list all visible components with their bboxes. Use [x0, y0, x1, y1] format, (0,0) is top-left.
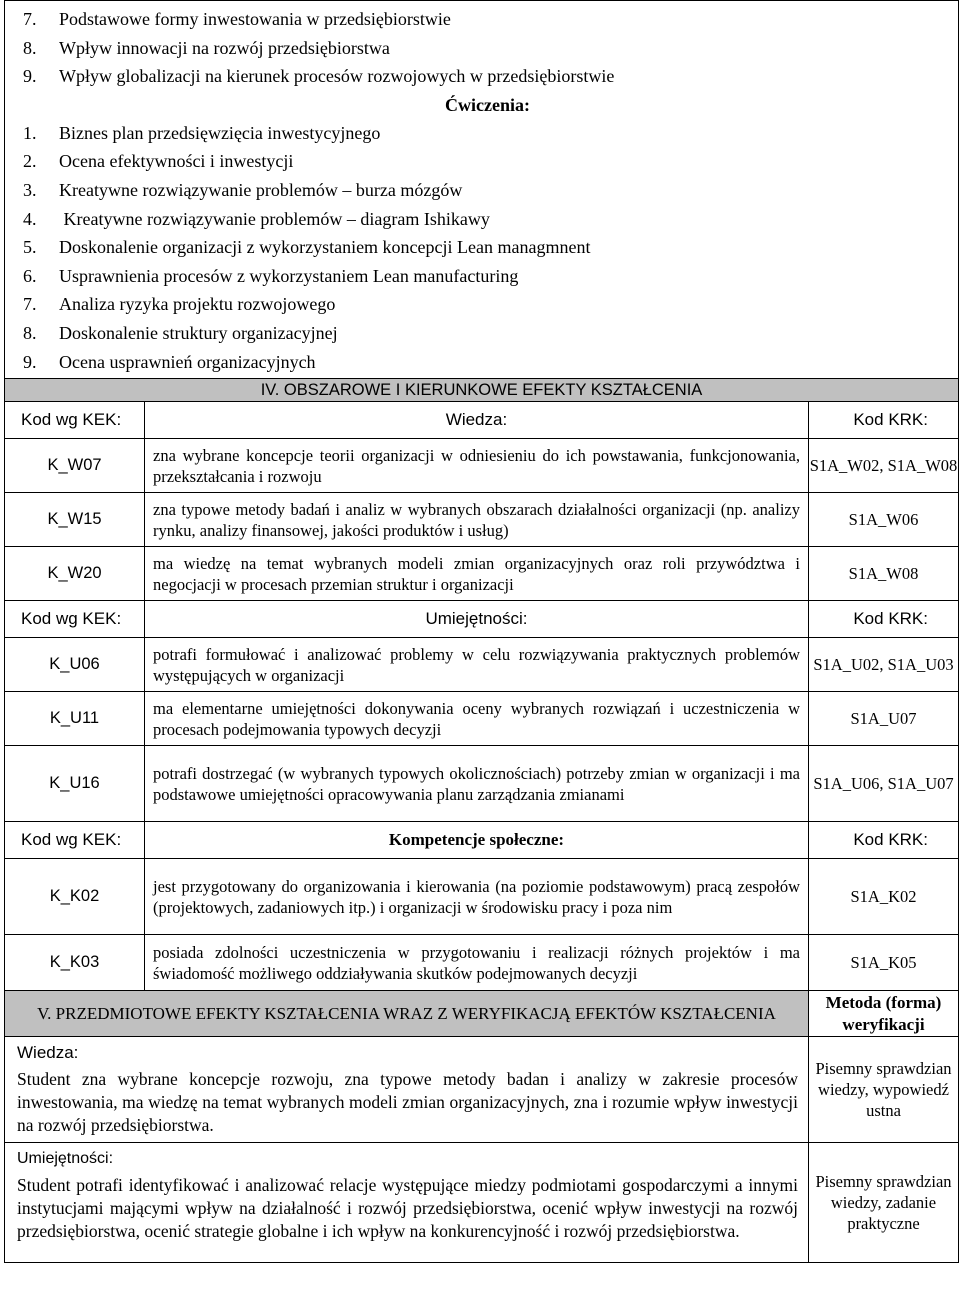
lecture-topics-list: [5, 1, 958, 378]
effect-description: ma wiedzę na temat wybranych modeli zmian organizacyjnych oraz roli przywództwa i negocjacji w procesach przemian struktur i organizacji: [145, 547, 809, 601]
list-item: [23, 205, 950, 234]
verification-method: Pisemny sprawdzian wiedzy, zadanie praktyczne: [809, 1143, 959, 1263]
table-row: [5, 692, 959, 746]
effect-label: Wiedza:: [17, 1043, 79, 1063]
list-item-number: 7.: [23, 294, 37, 315]
list-item-text: Wpływ innowacji na rozwój przedsiębiorstwa: [59, 37, 390, 58]
list-item-text: Doskonalenie organizacji z wykorzystaniem koncepcji Lean managmnent: [59, 237, 591, 258]
section-iv-heading: IV. OBSZAROWE I KIERUNKOWE EFEKTY KSZTAŁCENIA: [5, 379, 959, 402]
list-item-number: 8.: [23, 37, 37, 58]
list-item-text: Wpływ globalizacji na kierunek procesów rozwojowych w przedsiębiorstwie: [59, 66, 615, 87]
list-item-number: 9.: [23, 66, 37, 87]
group-header-row: [5, 402, 959, 439]
effect-description: zna wybrane koncepcje teorii organizacji w odniesieniu do ich powstawania, funkcjonowania, przekształcania i rozwoju: [145, 439, 809, 493]
list-item-text: Analiza ryzyka projektu rozwojowego: [59, 294, 336, 315]
list-item-text: Kreatywne rozwiązywanie problemów – diagram Ishikawy: [59, 208, 490, 229]
effect-text: Student zna wybrane koncepcje rozwoju, zna typowe metody badan i analizy w zakresie procesów inwestowania, ma wiedzę na temat wybranych modeli zmian organizacyjnych, zna i rozumie wpływ inwestycji na rozwój przedsiębiorstwa.: [17, 1069, 798, 1136]
group-header-row: [5, 601, 959, 638]
list-item-number: 1.: [23, 122, 37, 143]
group-title: Umiejętności:: [145, 601, 809, 638]
list-item-number: 3.: [23, 179, 37, 200]
effect-block-wiedza: [5, 1037, 809, 1143]
verification-method: Pisemny sprawdzian wiedzy, wypowiedź ustna: [809, 1037, 959, 1143]
table-row: [5, 493, 959, 547]
krk-code: S1A_U07: [809, 692, 959, 746]
list-item-number: 4.: [23, 208, 37, 229]
list-item: [23, 233, 950, 262]
krk-label: Kod KRK:: [809, 402, 959, 439]
krk-code: S1A_U06, S1A_U07: [809, 746, 959, 822]
table-row: [5, 439, 959, 493]
effect-description: potrafi dostrzegać (w wybranych typowych okolicznościach) potrzeby zmian w organizacji i ma podstawowe umiejętności opracowywania planu zarządzania zmianami: [145, 746, 809, 822]
effect-description: posiada zdolności uczestniczenia w przygotowaniu i realizacji różnych projektów i ma świadomość możliwego oddziaływania skutków podejmowanych decyzji: [145, 935, 809, 991]
list-item: [23, 147, 950, 176]
table-row: [5, 859, 959, 935]
effect-description: jest przygotowany do organizowania i kierowania (na poziomie podstawowym) pracą zespołów (projektowych, zadaniowych itp.) i organizacji w środowisku pracy i poza nim: [145, 859, 809, 935]
list-item-text: Ocena usprawnień organizacyjnych: [59, 351, 316, 372]
kek-code: K_K02: [5, 859, 145, 935]
table-row: [5, 1143, 959, 1263]
kek-code: K_U11: [5, 692, 145, 746]
list-item-text: Usprawnienia procesów z wykorzystaniem Lean manufacturing: [59, 265, 519, 286]
list-item: [23, 34, 950, 63]
list-item-text: Podstawowe formy inwestowania w przedsiębiorstwie: [59, 9, 451, 29]
list-item: [23, 262, 950, 291]
krk-code: S1A_W02, S1A_W08: [809, 439, 959, 493]
list-item: [23, 176, 950, 205]
effect-label: Umiejętności:: [17, 1150, 114, 1168]
krk-code: S1A_W08: [809, 547, 959, 601]
krk-code: S1A_U02, S1A_U03: [809, 638, 959, 692]
metoda-heading: Metoda (forma) weryfikacji: [809, 991, 959, 1037]
table-row: [5, 746, 959, 822]
list-item-number: 8.: [23, 322, 37, 343]
list-item-number: 5.: [23, 237, 37, 258]
kek-label: Kod wg KEK:: [5, 402, 145, 439]
effect-text: Student potrafi identyfikować i analizować relacje występujące miedzy podmiotami gospodarczymi a innymi instytucjami mającymi wpływ na działalność i rozwój przedsiębiorstwa, ocenić wpływ inwestycji na rozwój przedsiębiorstwa, ocenić strategie globalne i ich wpływ na konkurencyjność i rozwój przedsiębiorstwa.: [17, 1175, 798, 1242]
effect-description: ma elementarne umiejętności dokonywania oceny wybranych rozwiązań i uczestniczenia w procesach podejmowania typowych decyzji: [145, 692, 809, 746]
group-header-row: [5, 822, 959, 859]
krk-label: Kod KRK:: [809, 601, 959, 638]
effect-description: potrafi formułować i analizować problemy w celu rozwiązywania praktycznych problemów występujących w organizacji: [145, 638, 809, 692]
kek-code: K_W15: [5, 493, 145, 547]
krk-code: S1A_K05: [809, 935, 959, 991]
kek-label: Kod wg KEK:: [5, 822, 145, 859]
list-item: [23, 62, 950, 91]
effect-description: zna typowe metody badań i analiz w wybranych obszarach działalności organizacji (np. analizy rynku, analizy finansowej, jakości produktów i usług): [145, 493, 809, 547]
list-item-text: Kreatywne rozwiązywanie problemów – burza mózgów: [59, 179, 463, 200]
list-item-number: 6.: [23, 265, 37, 286]
list-item-number: 7.: [23, 9, 37, 29]
document-page: [4, 0, 958, 1263]
list-item: [23, 290, 950, 319]
table-row: [5, 638, 959, 692]
kek-code: K_W20: [5, 547, 145, 601]
kek-code: K_K03: [5, 935, 145, 991]
list-item-number: 9.: [23, 351, 37, 372]
list-item-number: 2.: [23, 151, 37, 172]
list-item-text: Doskonalenie struktury organizacyjnej: [59, 322, 338, 343]
table-row: [5, 1037, 959, 1143]
content-list-cell: [5, 1, 959, 379]
list-item: [23, 5, 950, 34]
syllabus-table: [4, 0, 959, 1263]
list-item: [23, 119, 950, 148]
kek-code: K_U06: [5, 638, 145, 692]
krk-code: S1A_K02: [809, 859, 959, 935]
table-row: [5, 935, 959, 991]
kek-label: Kod wg KEK:: [5, 601, 145, 638]
list-item: [23, 348, 950, 377]
list-item-text: Biznes plan przedsięwzięcia inwestycyjnego: [59, 122, 381, 143]
kek-code: K_W07: [5, 439, 145, 493]
cwiczenia-heading: Ćwiczenia:: [445, 94, 530, 115]
table-row: [5, 547, 959, 601]
list-item: [23, 319, 950, 348]
krk-label: Kod KRK:: [809, 822, 959, 859]
effect-block-umiejetnosci: [5, 1143, 809, 1263]
group-title: Kompetencje społeczne:: [145, 822, 809, 859]
kek-code: K_U16: [5, 746, 145, 822]
krk-code: S1A_W06: [809, 493, 959, 547]
group-title: Wiedza:: [145, 402, 809, 439]
section-v-heading: V. PRZEDMIOTOWE EFEKTY KSZTAŁCENIA WRAZ Z WERYFIKACJĄ EFEKTÓW KSZTAŁCENIA: [5, 991, 809, 1037]
list-item-text: Ocena efektywności i inwestycji: [59, 151, 294, 172]
